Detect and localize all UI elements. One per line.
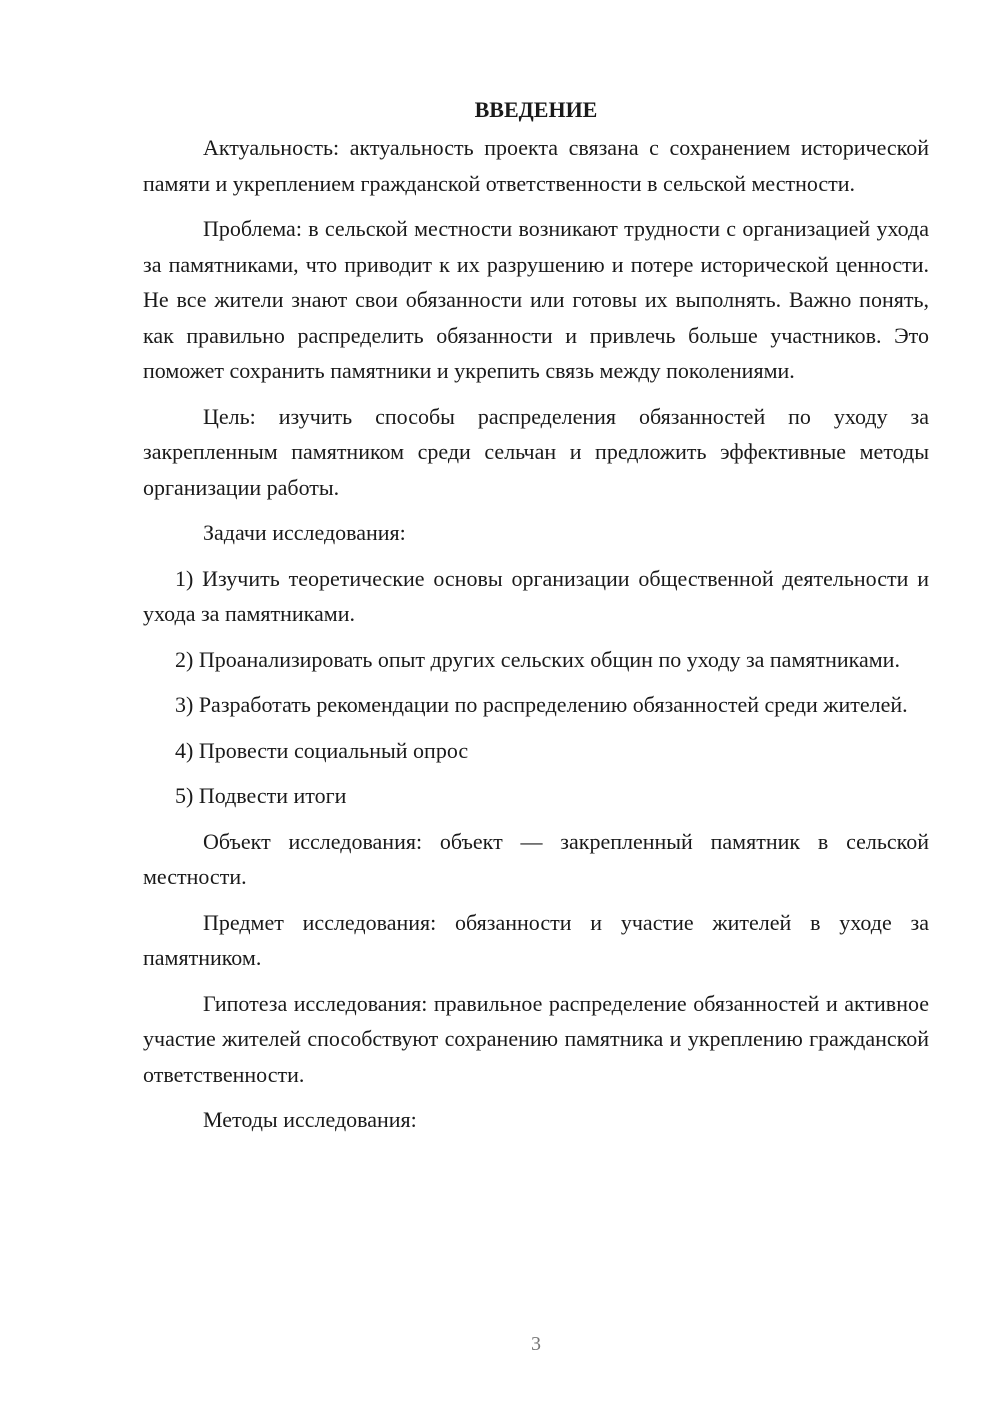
task-item-5: 5) Подвести итоги [175,783,347,808]
paragraph-subject: Предмет исследования: обязанности и участие жителей в уходе за памятником. [143,909,929,970]
section-heading: ВВЕДЕНИЕ [474,97,598,122]
paragraph-methods: Методы исследования: [203,1107,417,1132]
task-item-2: 2) Проанализировать опыт других сельских общин по уходу за памятниками. [175,646,900,672]
paragraph-object: Объект исследования: объект — закрепленный памятник в сельской местности. [143,828,929,889]
paragraph-tasks-heading: Задачи исследования: [203,520,406,545]
paragraph-problem: Проблема: в сельской местности возникают трудности с организацией ухода за памятниками, что приводит к их разрушению и потере исторической ценности. Не все жители знают свои обязанности или готовы их выполнять. Важно понять, как правильно распределить обязанности и привлечь больше участников. Это поможет сохранить памятники и укрепить связь между поколениями. [143,216,929,383]
task-item-1: 1) Изучить теоретические основы организации общественной деятельности и ухода за памятниками. [143,565,929,626]
task-item-4: 4) Провести социальный опрос [175,737,469,763]
paragraph-hypothesis: Гипотеза исследования: правильное распределение обязанностей и активное участие жителей способствуют сохранению памятника и укреплению гражданской ответственности. [143,990,929,1087]
document-page [143,92,929,1148]
paragraph-relevance: Актуальность: актуальность проекта связана с сохранением исторической памяти и укреплением гражданской ответственности в сельской местности. [143,135,929,196]
task-item-3: 3) Разработать рекомендации по распределению обязанностей среди жителей. [175,692,908,717]
paragraph-goal: Цель: изучить способы распределения обязанностей по уходу за закрепленным памятником среди сельчан и предложить эффективные методы организации работы. [143,403,929,500]
page-number: 3 [531,1333,541,1355]
